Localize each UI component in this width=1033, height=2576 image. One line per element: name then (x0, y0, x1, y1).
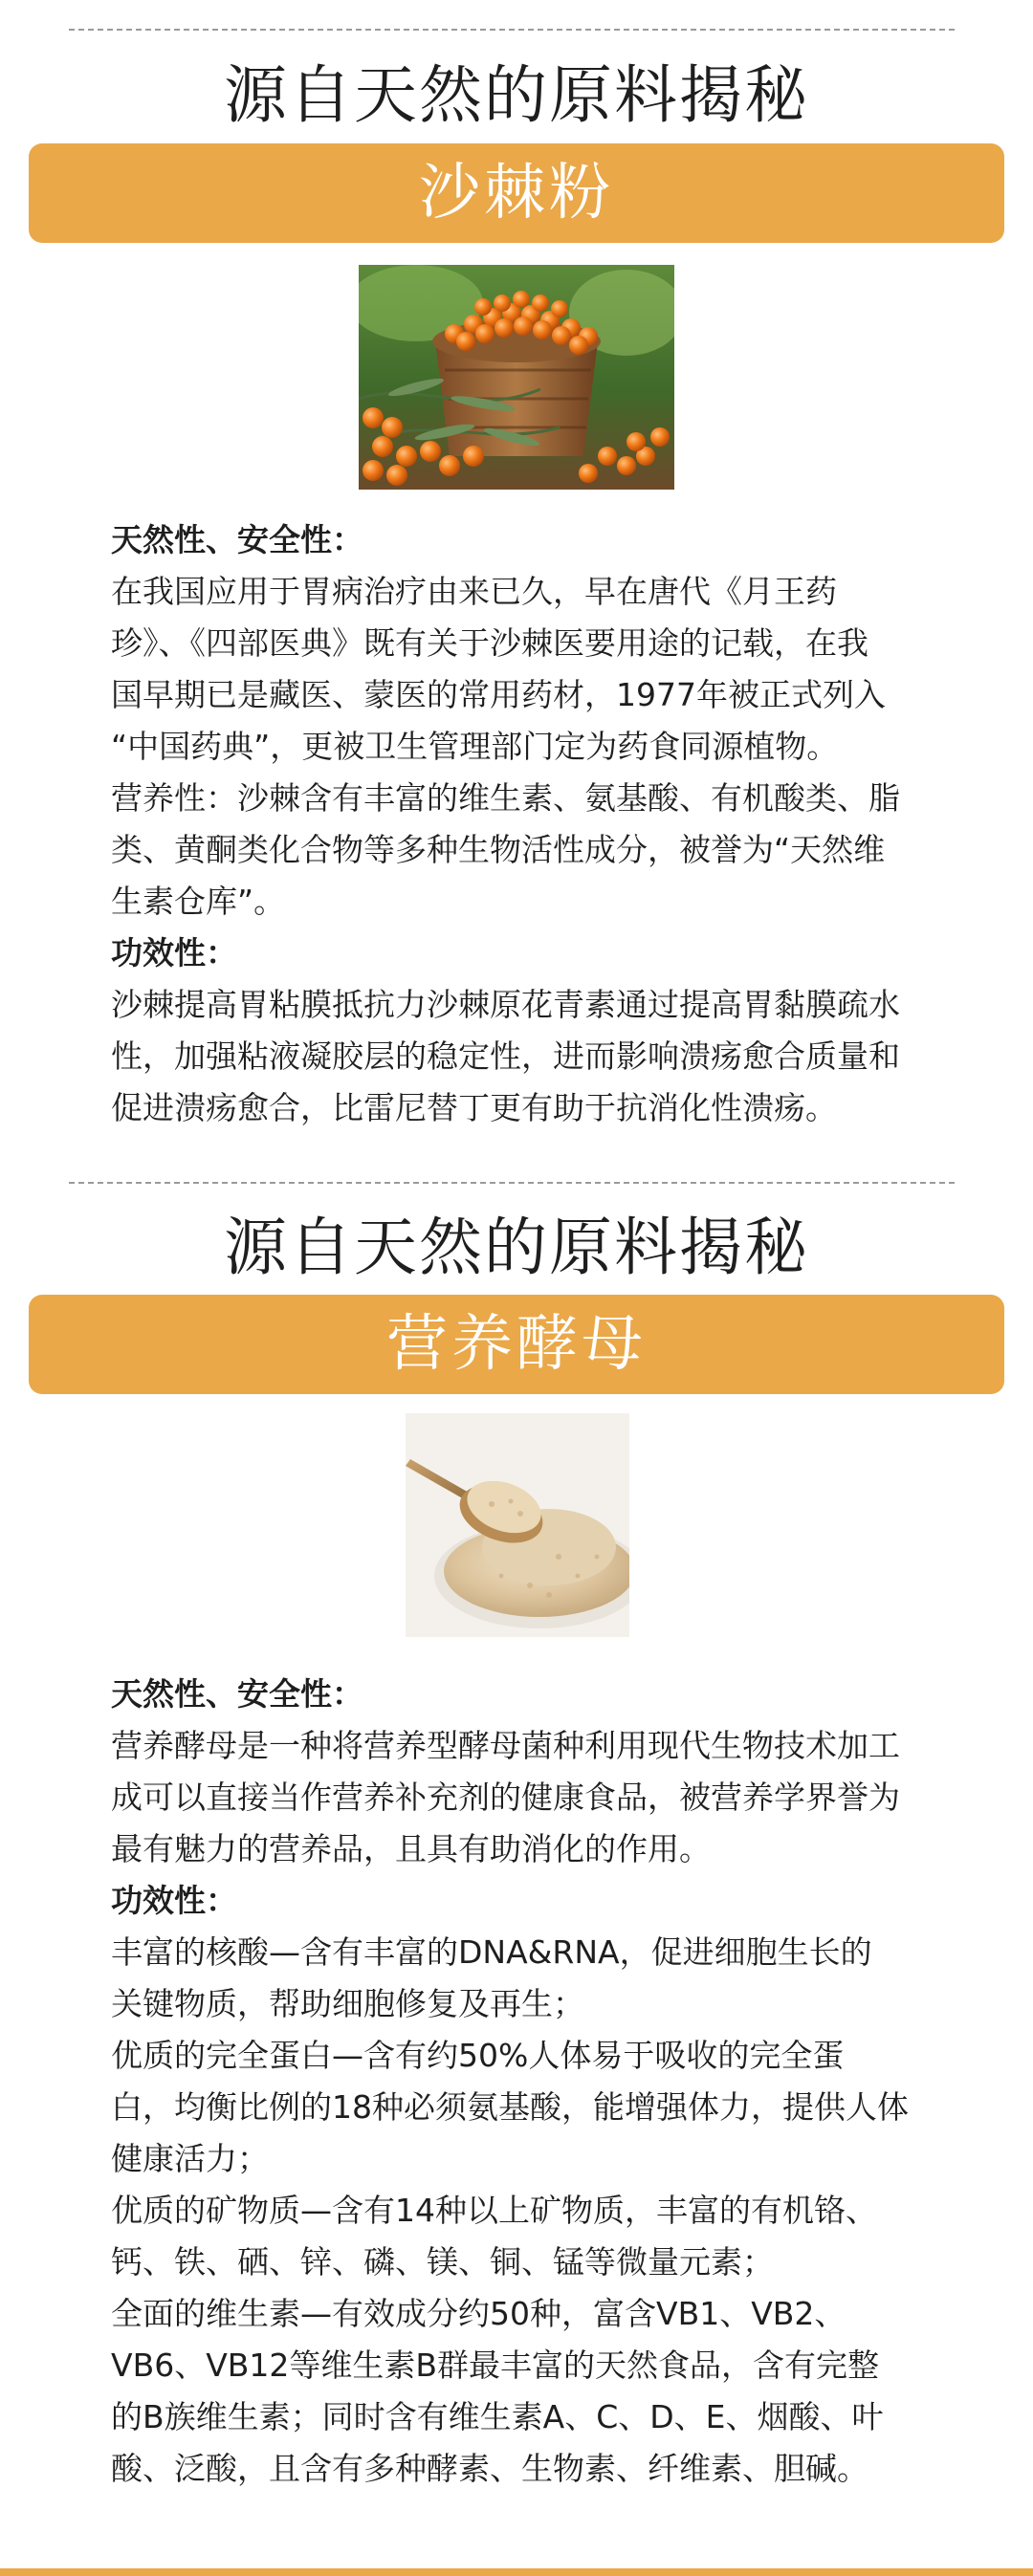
section-divider (69, 1182, 955, 1184)
text-line: 健康活力； (111, 2140, 269, 2177)
ingredient-banner: 沙棘粉 (29, 143, 1004, 243)
text-line: 功效性： (111, 934, 237, 971)
text-line: 全面的维生素—有效成分约50种，富含VB1、VB2、 (111, 2295, 846, 2332)
text-line: 类、黄酮类化合物等多种生物活性成分，被誉为“天然维 (111, 831, 886, 868)
text-line: 丰富的核酸—含有丰富的DNA&RNA，促进细胞生长的 (111, 1933, 872, 1971)
text-line: 的B族维生素；同时含有维生素A、C、D、E、烟酸、叶 (111, 2398, 884, 2435)
text-line: 最有魅力的营养品，且具有助消化的作用。 (111, 1830, 711, 1867)
text-line: 关键物质，帮助细胞修复及再生； (111, 1985, 584, 2022)
text-line: 酸、泛酸，且含有多种酵素、生物素、纤维素、胆碱。 (111, 2450, 868, 2487)
text-line: 促进溃疡愈合，比雷尼替丁更有助于抗消化性溃疡。 (111, 1089, 837, 1126)
ingredient-banner: 营养酵母 (29, 1295, 1004, 1394)
text-line: “中国药典”，更被卫生管理部门定为药食同源植物。 (111, 728, 839, 765)
bottom-accent-bar (0, 2568, 1033, 2576)
section-text-block (111, 1669, 953, 2495)
section-heading: 源自天然的原料揭秘 (224, 1211, 809, 1284)
text-line: 在我国应用于胃病治疗由来已久，早在唐代《月王药 (111, 573, 837, 610)
text-line: 生素仓库”。 (111, 883, 286, 920)
section-heading: 源自天然的原料揭秘 (224, 58, 809, 132)
text-line: 功效性： (111, 1882, 237, 1919)
text-line: 成可以直接当作营养补充剂的健康食品，被营养学界誉为 (111, 1779, 900, 1816)
text-line: 沙棘提高胃粘膜抵抗力沙棘原花青素通过提高胃黏膜疏水 (111, 986, 900, 1023)
section-text-block (111, 514, 953, 1134)
section-divider (69, 29, 955, 31)
text-line: 天然性、安全性： (111, 1675, 363, 1713)
text-line: 优质的完全蛋白—含有约50%人体易于吸收的完全蛋 (111, 2037, 845, 2074)
text-line: 优质的矿物质—含有14种以上矿物质，丰富的有机铬、 (111, 2192, 877, 2229)
text-line: VB6、VB12等维生素B群最丰富的天然食品，含有完整 (111, 2347, 880, 2384)
text-line: 钙、铁、硒、锌、磷、镁、铜、锰等微量元素； (111, 2243, 774, 2281)
text-line: 白，均衡比例的18种必须氨基酸，能增强体力，提供人体 (111, 2088, 909, 2126)
text-line: 营养性：沙棘含有丰富的维生素、氨基酸、有机酸类、脂 (111, 779, 900, 817)
text-line: 营养酵母是一种将营养型酵母菌种利用现代生物技术加工 (111, 1727, 900, 1764)
text-line: 珍》、《四部医典》既有关于沙棘医要用途的记载，在我 (111, 624, 868, 662)
text-line: 性，加强粘液凝胶层的稳定性，进而影响溃疡愈合质量和 (111, 1037, 900, 1075)
sea-buckthorn-image (359, 265, 674, 490)
text-line: 国早期已是藏医、蒙医的常用药材，1977年被正式列入 (111, 676, 886, 713)
text-line: 天然性、安全性： (111, 521, 363, 558)
yeast-powder-image (406, 1413, 629, 1637)
